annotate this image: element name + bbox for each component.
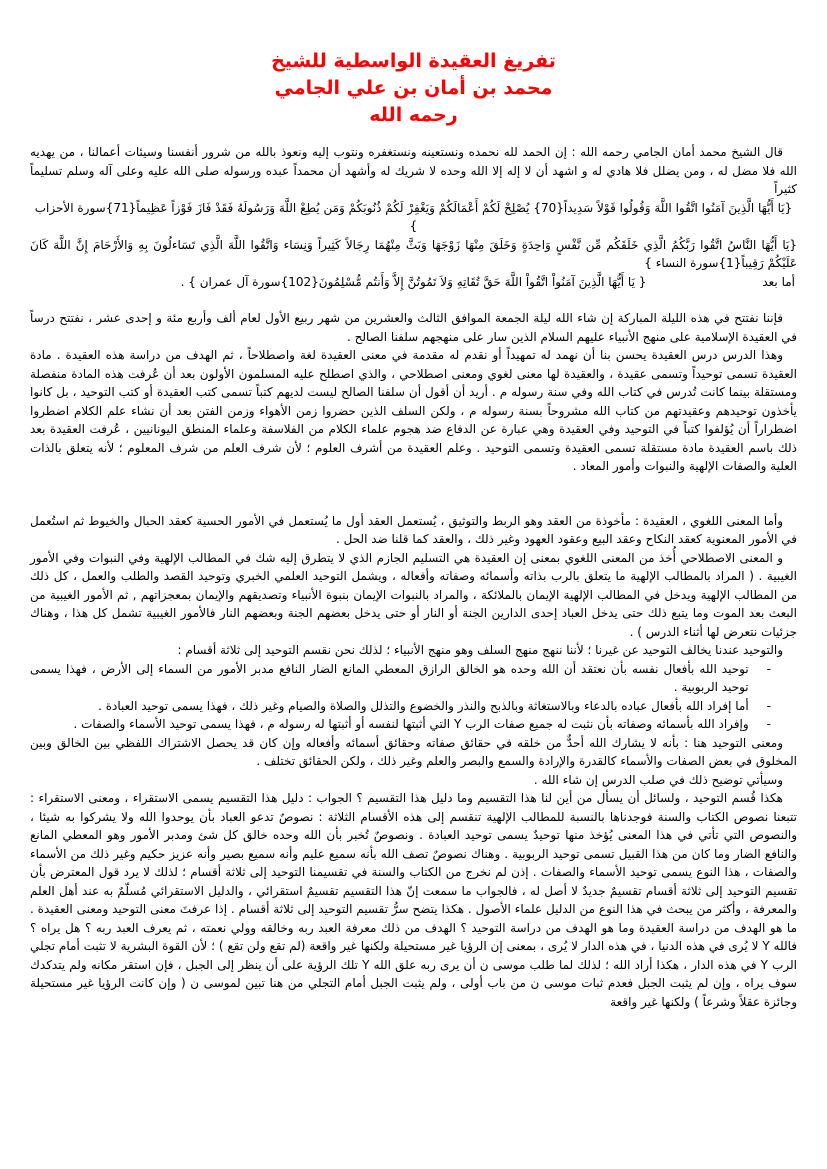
blank-line (30, 476, 797, 494)
bullet-dash-icon: - (766, 661, 771, 676)
terminological-meaning-paragraph: و المعنى الاصطلاحي أُخذ من المعنى اللغوي بمعنى إن العقيدة هي التسليم الجازم الذي لا يتطرق إليه شك في المطالب الإلهية وفي النبوات وفي الأمور الغيبية . ( المراد بالمطالب الإلهية ما يتعلق بالرب بذاته وأسمائه وصفاته وأفعاله ، ويشمل التوحيد العلمي الخبري وتوحيد القصد والطلب والعمل ، كل ذلك من المطالب الإلهية ويدخل في المطالب الإلهية الإيمان بالملائكة ، والمراد بالنبوات الإيمان بنبوة الأنبياء وتصديقهم والإيمان بمعجزاتهم , ثم الأمور الغيبية من البعث بعد الموت وما يتبع ذلك حتى يدخل العباد إحدى الدارين الجنة أو النار أو حتى يدخل بعضهم الجنة وبعضهم النار فالأمور الغيبية تشمل كل هذا ، وهناك جزئيات نتعرض لها أثناء الدرس ) . (30, 550, 797, 639)
blank-line (30, 494, 797, 512)
linguistic-meaning-paragraph: وأما المعنى اللغوي ، العقيدة : مأخوذة من العقد وهو الربط والتوثيق ، يُستعمل العقد أول ما يُستعمل في الأمور الحسية كعقد الحبال والخيوط ثم استُعمل في الأمور المعنوية كعقد النكاح وعقد البيع وعقود العهود وغير ذلك ، والعقد كما قلنا ضد الحل . (30, 513, 797, 546)
bullet-text: توحيد الله بأفعال نفسه بأن نعتقد أن الله وحده هو الخالق الرازق المعطي المانع الضار النافع مدبر الأمور من السماء إلى الأرض ، فهذا يسمى توحيد الربوبية . (30, 661, 749, 694)
amma-baad-label: أما بعد (762, 274, 795, 289)
bullet-dash-icon: - (766, 698, 771, 713)
tawheed-type-ibadah-item (30, 697, 797, 716)
quran-verse-ahzab: {يَا أَيُّهَا الَّذِينَ آمَنُوا اتَّقُوا اللَّهَ وَقُولُوا قَوْلاً سَدِيداً{70} يُصْلِحْ لَكُمْ أَعْمَالَكُمْ وَيَغْفِرْ لَكُمْ ذُنُوبَكُمْ وَمَن يُطِعْ اللَّهَ وَرَسُولَهُ فَقَدْ فَازَ فَوْزاً عَظِيماً{71}سورة الأحزاب } (34, 200, 793, 233)
bullet-dash-icon: - (766, 717, 771, 731)
title-line-1: تفريغ العقيدة الواسطية للشيخ (271, 50, 556, 72)
clarification-paragraph: وسيأتي توضيح ذلك في صلب الدرس إن شاء الله . (533, 772, 783, 787)
document-title (30, 48, 797, 129)
intro-night-paragraph: فإننا نفتتح في هذه الليلة المباركة إن شاء الله ليلة الجمعة الموافق الثالث والعشرين من شهر ربيع الأول لعام ألف وأربع مئة و إحدى عشر ، نفتتح درساً في العقيدة الإسلامية على منهج الأنبياء عليهم السلام الذين سار على منهجهم سلفنا الصالح . (30, 311, 797, 344)
tawheed-type-names-attributes-item (30, 715, 797, 734)
document-body (30, 143, 797, 1011)
bullet-text: أما إفراد الله بأفعال عباده بالدعاء وبالاستغاثة وبالذبح والنذر والخضوع والتذلل والصلاة والصيام وغير ذلك ، فهذا يسمى توحيد العبادة . (98, 698, 749, 713)
quran-verse-nisa: {يَا أَيُّهَا النَّاسُ اتَّقُوا رَبَّكُمُ الَّذِي خَلَقَكُم مِّن نَّفْسٍ وَاحِدَةٍ وَخَلَقَ مِنْهَا زَوْجَهَا وَبَثَّ مِنْهُمَا رِجَالاً كَثِيراً وَنِسَاء وَاتَّقُوا اللَّهَ الَّذِي تَسَاءلُونَ بِهِ وَالأَرْحَامَ إِنَّ اللَّهَ كَانَ عَلَيْكُمْ رَقِيباً{1}سورة النساء } (30, 237, 797, 270)
title-line-3: رحمه الله (369, 104, 458, 126)
title-line-2: محمد بن أمان بن علي الجامي (274, 77, 553, 99)
meaning-of-tawheed-paragraph: ومعنى التوحيد هنا : بأنه لا يشارك الله أحدٌّ من خلقه في حقائق صفاته وحقائق أسمائه وأفعاله وإن كان قد يحصل الاشتراك اللفظي بين الخالق وبين المخلوق في بعض الصفات والأسماء كالقدرة والإرادة والسمع والبصر والعلم وغير ذلك ، ولكن الحقائق تختلف . (30, 735, 797, 768)
blank-line (30, 291, 797, 309)
division-proof-paragraph: هكذا قُسم التوحيد ، ولسائل أن يسأل من أين لنا هذا التقسيم وما دليل هذا التقسيم ؟ الجواب : دليل هذا التقسيم يسمى الاستقراء ، ومعنى الاستقراء : تتبعنا نصوص الكتاب والسنة فوجدناها بالنسبة للمطالب الإلهية تنقسم إلى هذه الأقسام الثلاثة : نصوصٌ تدعو العباد بأن يوحدوا الله ولا يشركوا به شيئا ، والنصوص التي تأتي في هذا المعنى يُؤخذ منها توحيدٌ يسمى توحيد العبادة . ونصوصٌ تُخبر بأن الله وحده خالق كل شئ ومدبر الأمور وهو المعطي المانع والنافع الضار وما كان من هذا القبيل تسمى توحيد الربوبية . وهناك نصوصٌ تصف الله بأنه سميع عليم وأنه سميع بصير وأنه عزيز حكيم وغير ذلك من الأسماء والصفات ، هذا النوع يسمى توحيد الأسماء والصفات . إذن لم نخرج من الكتاب والسنة في تقسيمنا التوحيد إلى ثلاثة أقسام ؛ لذلك لا يرد قول المعترض بأن تقسيم التوحيد إلى ثلاثة أقسام تقسيمٌ جديدٌ لا أصل له ، فالجواب ما سمعت إنّ هذا التقسيم تقسيمٌ استقرائي ، والدليل الاستقرائي مُسلّمٌ به عند أهل العلم والمعرفة ، وأكثر من يبحث في هذا النوع من الدليل علماء الأصول . هكذا يتضح سرُّ تقسيم التوحيد إلى ثلاثة أقسام . إذا عرفتَ معنى التوحيد ومعنى العقيدة . ما هو الهدف من دراسة العقيدة وما هو الهدف من دراسة التوحيد ؟ الهدف من ذلك معرفة العبد ربه وخالقه وولي نعمته ، ثم يعرف العبد ربه ؟ هل يراه ؟ فالله Y لا يُرى في هذه الدنيا ، في هذه الدار لا يُرى ، بمعنى إن الرؤيا غير مستحيلة ولكنها غير واقعة (لم تقع ولن تقع ) ؛ لأن القوة البشرية لا تثبت أمام تجلي الرب Y في هذه الدار ، هكذا أراد الله ؛ لذلك لما طلب موسى ن أن يرى ربه علق الله Y تلك الرؤية على أن ينظر إلى الجبل ، فإن استقر مكانه ولم يتدكدك سوف يراه ، وإن لم يثبت الجبل فعدم ثبات موسى ن من باب أولى ، ولم يثبت الجبل أمام التجلي من هنا تبين لموسى ن ( وإن كانت الرؤيا غير مستحيلة وجائزة عقلاً وشرعاً ) ولكنها غير واقعة (30, 791, 798, 1009)
tawheed-differs-paragraph: والتوحيد عندنا يخالف التوحيد عن غيرنا ؛ لأننا ننهج منهج السلف وهو منهج الأنبياء ؛ لذلك نحن نقسم التوحيد إلى ثلاثة أقسام : (177, 643, 783, 657)
lesson-intro-paragraph: وهذا الدرس درس العقيدة يحسن بنا أن نهمد له تمهيداً أو نقدم له مقدمة في معنى العقيدة لغة واصطلاحاً ، ثم الهدف من دراسة هذه العقيدة . مادة العقيدة تسمى توحيداً وتسمى عقيدة ، والعقيدة لها معنى لغوي ومعنى اصطلاحي ، والذي اصطلح عليه المسلمون الأولون بعد أن عُرفت هذه المادة منفصلة ومستقلة بينما كانت تُدرس في كتاب الله وفي سنة رسوله م . أريد أن أقول أن سلفنا الصالح ليست لديهم كتباً تسمى كتب العقيدة أو كتب التوحيد ، بل كانوا يأخذون توحيدهم وعقيدتهم من كتاب الله مشروحاً بسنة رسوله م ، ولكن السلف الذين حضروا زمن الأهواء وزمن الفتن بعد أن نشاء علم الكلام اضطروا اضطراراً أن يُؤلفوا كتباً في التوحيد وفي العقيدة وهي عبارة عن الدفاع ضد هجوم علماء الكلام من الفلاسفة وعلماء المنطق اليونانيين ، عُرفت العقيدة بعد ذلك باسم العقيدة مادة مستقلة تسمى العقيدة وتسمى التوحيد . وعلم العقيدة من أشرف العلوم ؛ لأن شرف العلم من شرف المعلوم ؛ لأنه يتعلق بالذات العلية والصفات الإلهية والنبوات وأمور المعاد . (30, 348, 797, 473)
opening-paragraph: قال الشيخ محمد أمان الجامي رحمه الله : إن الحمد لله نحمده ونستعينه ونستغفره ونتوب إليه ونعوذ بالله من شرور أنفسنا وسيئات أعمالنا ، من يهديه الله فلا مضل له ، ومن يضلل فلا هادي له و اشهد أن لا إله إلا الله وحده لا شريك له وأشهد أن محمداً عبده ورسوله صلى الله عليه وعلى آله وسلم تسليماً كثيراً (30, 145, 797, 196)
quran-verse-imran: { يَا أَيُّهَا الَّذِينَ آمَنُواْ اتَّقُواْ اللَّهَ حَقَّ تُقَاتِهِ وَلاَ تَمُوتُنَّ إِلاَّ وَأَنتُم مُّسْلِمُونَ{102}سورة آل عمران } . (180, 274, 647, 289)
tawheed-type-rububiyyah-item (30, 660, 797, 697)
bullet-text: وإفراد الله بأسمائه وصفاته بأن نثبت له جميع صفات الرب Y التي أثبتها لنفسه أو أثبتها له رسوله م ، فهذا يسمى توحيد الأسماء والصفات . (73, 717, 749, 731)
verse-and-amma-baad-line (30, 273, 797, 292)
